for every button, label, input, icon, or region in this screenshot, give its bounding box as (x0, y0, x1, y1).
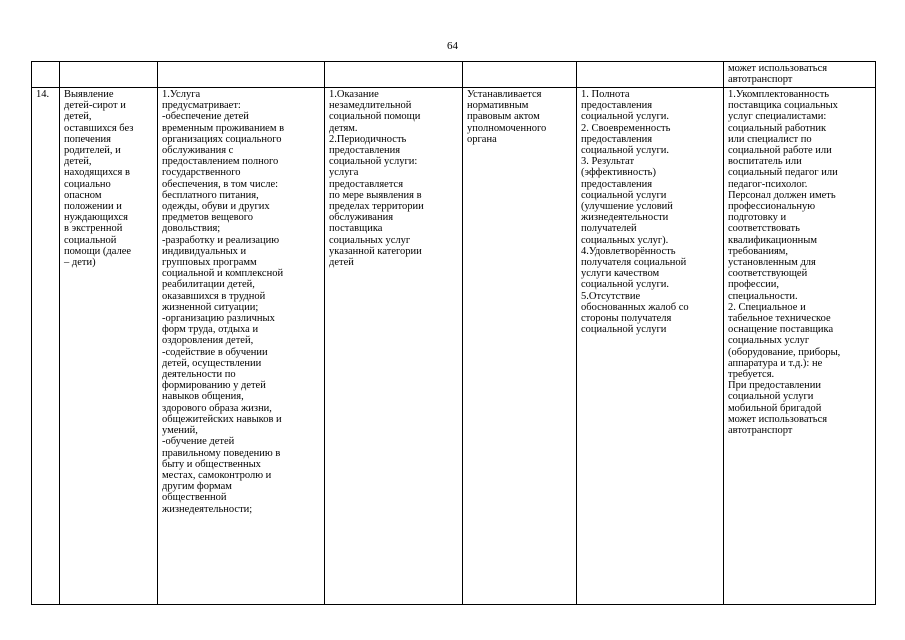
cell-text-line: автотранспорт (728, 74, 793, 86)
cont-cell-name (60, 62, 158, 88)
cell-text-line: социальной услуги (581, 189, 667, 201)
cell-text-line: обеспечения, в том числе: (162, 178, 279, 190)
cell-text-line: жизнедеятельности; (162, 503, 253, 515)
table-row (32, 88, 876, 605)
cell-text-line: жизнедеятельности (581, 212, 669, 224)
cell-text-line: – дети) (64, 257, 96, 269)
cell-text-line: может использоваться (728, 413, 828, 425)
cell-text-line: услуга (329, 167, 359, 179)
cell-text-line: обслуживания с (162, 145, 234, 157)
cell-text-line: умений, (162, 425, 198, 437)
cell-text-line: профессиональную (728, 201, 816, 213)
cell-text-line: предусматривает: (162, 100, 241, 112)
cell-text-line: оснащение поставщика (728, 324, 834, 336)
cell-text-line: 4.Удовлетворённость (581, 245, 676, 257)
cell-text-line: социальной услуги. (581, 279, 669, 291)
cell-text-line: Выявление (64, 89, 114, 100)
cell-text-line: указанной категории (329, 245, 422, 257)
cell-text-line: общежитейских навыков и (162, 413, 282, 425)
cell-text-line: 1.Услуга (162, 89, 201, 100)
cell-text-line: социальной и комплексной (162, 268, 284, 280)
cell-text-line: незамедлительной (329, 100, 412, 112)
cell-text-line: предметов вещевого (162, 212, 254, 224)
cell-text-line: социальных услуг (329, 234, 411, 246)
cell-text-line: автотранспорт (728, 425, 793, 437)
cell-text-line: социальной помощи (329, 111, 421, 123)
service-standards-table (31, 61, 876, 605)
cell-text-line: -организацию различных (162, 313, 275, 325)
cont-cell-content (158, 62, 325, 88)
cont-cell-indicators (577, 62, 724, 88)
cell-text-line: профессии, (728, 279, 780, 291)
provision-conditions-cell (724, 88, 876, 605)
service-content-cell (158, 88, 325, 605)
per-capita-norm-cell (463, 88, 577, 605)
cell-text-line: социальной работе или (728, 145, 832, 157)
cell-text-line: Персонал должен иметь (728, 189, 836, 201)
cell-text-line: общественной (162, 492, 227, 504)
cell-text-line: помощи (далее (64, 245, 132, 257)
cell-text-line: родителей, и (64, 145, 121, 157)
cell-text-line: правовым актом (467, 111, 540, 123)
cell-text-line: опасном (64, 189, 102, 201)
page-number: 64 (447, 40, 458, 52)
cell-text-line: оказавшихся в трудной (162, 290, 266, 302)
cell-text-line: 1.Оказание (329, 89, 379, 100)
cell-text-line: форм труда, отдыха и (162, 324, 259, 336)
cell-text-line: реабилитации детей, (162, 279, 255, 291)
cell-text-line: местах, самоконтролю и (162, 469, 272, 481)
cell-text-line: обоснованных жалоб со (581, 301, 689, 313)
cell-text-line: деятельности по (162, 369, 236, 381)
cell-text-line: предоставления (329, 145, 401, 157)
cell-text-line: социальной услуги (728, 391, 814, 403)
cell-text-line: бесплатного питания, (162, 189, 259, 201)
service-timing-cell (325, 88, 463, 605)
cell-text-line: соответствующей (728, 268, 808, 280)
cell-text-line: требованиям, (728, 245, 789, 257)
cell-text-line: предоставлением полного (162, 156, 279, 168)
cell-text-line: требуется. (728, 369, 775, 381)
cell-text-line: детям. (329, 122, 358, 134)
cell-text-line: 1. Полнота (581, 89, 630, 100)
cell-text-line: находящихся в (64, 167, 130, 179)
cont-cell-timing (325, 62, 463, 88)
cont-cell-conditions (724, 62, 876, 88)
continuation-row (32, 62, 876, 88)
cell-text-line: социальной услуги: (329, 156, 418, 168)
row-number: 14. (36, 89, 50, 100)
cell-text-line: предоставления (581, 133, 653, 145)
cell-text-line: получателей (581, 223, 637, 235)
cell-text-line: соответствовать (728, 223, 800, 235)
cell-text-line: 2. Специальное и (728, 301, 806, 313)
service-name-cell (60, 88, 158, 605)
cell-text-line: социальный педагог или (728, 167, 838, 179)
cell-text-line: услуги качеством (581, 268, 660, 280)
cell-text-line: другим формам (162, 481, 232, 493)
cell-text-line: предоставления (581, 100, 653, 112)
cell-text-line: нуждающихся (64, 212, 128, 224)
cell-text-line: (улучшение условий (581, 201, 673, 213)
cell-text-line: положении и (64, 201, 122, 213)
cell-text-line: социальной услуги. (581, 145, 669, 157)
cell-text-line: стороны получателя (581, 313, 672, 325)
cell-text-line: одежды, обуви и других (162, 201, 270, 213)
cell-text-line: предоставляется (329, 178, 404, 190)
cell-text-line: поставщика (329, 223, 383, 235)
cell-text-line: оздоровления детей, (162, 335, 254, 347)
cell-text-line: или специалист по (728, 133, 812, 145)
cell-text-line: 2. Своевременность (581, 122, 671, 134)
cell-text-line: групповых программ (162, 257, 257, 269)
cell-text-line: социальных услуг). (581, 234, 669, 246)
cell-text-line: нормативным (467, 100, 529, 112)
cont-cell-norm (463, 62, 577, 88)
cell-text-line: попечения (64, 133, 111, 145)
cell-text-line: детей, (64, 111, 92, 123)
cell-text-line: социальных услуг (728, 335, 810, 347)
cell-text-line: поставщика социальных (728, 100, 838, 112)
cell-text-line: -обеспечение детей (162, 111, 249, 123)
cell-text-line: -разработку и реализацию (162, 234, 280, 246)
cell-text-line: организациях социального (162, 133, 282, 145)
cell-text-line: аппаратура и т.д.): не (728, 357, 823, 369)
cell-text-line: 1.Укомплектованность (728, 89, 830, 100)
cell-text-line: предоставления (581, 178, 653, 190)
cell-text-line: 3. Результат (581, 156, 635, 168)
cell-text-line: услуг специалистами: (728, 111, 827, 123)
cell-text-line: табельное техническое (728, 313, 831, 325)
cell-text-line: навыков общения, (162, 391, 244, 403)
cell-text-line: социальный работник (728, 122, 827, 134)
cell-text-line: (оборудование, приборы, (728, 346, 841, 358)
quality-indicators-cell (577, 88, 724, 605)
cell-text-line: быту и общественных (162, 458, 261, 470)
cell-text-line: Устанавливается (467, 89, 542, 100)
cell-text-line: социальной услуги (581, 324, 667, 336)
cell-text-line: -содействие в обучении (162, 346, 268, 358)
cell-text-line: специальности. (728, 290, 798, 302)
cell-text-line: При предоставлении (728, 380, 821, 392)
cell-text-line: подготовку и (728, 212, 787, 224)
cell-text-line: правильному поведению в (162, 447, 281, 459)
cell-text-line: получателя социальной (581, 257, 687, 269)
cell-text-line: детей-сирот и (64, 100, 126, 112)
cell-text-line: жизненной ситуации; (162, 301, 259, 313)
cell-text-line: государственного (162, 167, 241, 179)
cell-text-line: социальной (64, 234, 117, 246)
cell-text-line: социальной услуги. (581, 111, 669, 123)
cell-text-line: детей, осуществлении (162, 357, 262, 369)
cell-text-line: квалификационным (728, 234, 817, 246)
cell-text-line: 5.Отсутствие (581, 290, 641, 302)
cell-text-line: (эффективность) (581, 167, 656, 179)
cell-text-line: социально (64, 178, 111, 190)
cell-text-line: в экстренной (64, 223, 123, 235)
cell-text-line: здорового образа жизни, (162, 402, 272, 414)
cell-text-line: довольствия; (162, 223, 221, 235)
cell-text-line: по мере выявления в (329, 189, 422, 201)
cell-text-line: -обучение детей (162, 436, 235, 448)
cell-text-line: оставшихся без (64, 122, 134, 134)
cell-text-line: установленным для (728, 257, 816, 269)
cell-text-line: педагог-психолог. (728, 178, 808, 190)
cell-text-line: уполномоченного (467, 122, 547, 134)
cell-text-line: обслуживания (329, 212, 394, 224)
cell-text-line: временным проживанием в (162, 122, 285, 134)
row-number-cell (32, 88, 60, 605)
cell-text-line: мобильной бригадой (728, 402, 822, 414)
cell-text-line: пределах территории (329, 201, 424, 213)
cell-text-line: может использоваться (728, 63, 828, 74)
cont-cell-number (32, 62, 60, 88)
cell-text-line: индивидуальных и (162, 245, 247, 257)
cell-text-line: детей, (64, 156, 92, 168)
cell-text-line: 2.Периодичность (329, 133, 407, 145)
cell-text-line: органа (467, 133, 497, 145)
cell-text-line: формированию у детей (162, 380, 266, 392)
cell-text-line: детей (329, 257, 354, 269)
cell-text-line: воспитатель или (728, 156, 802, 168)
